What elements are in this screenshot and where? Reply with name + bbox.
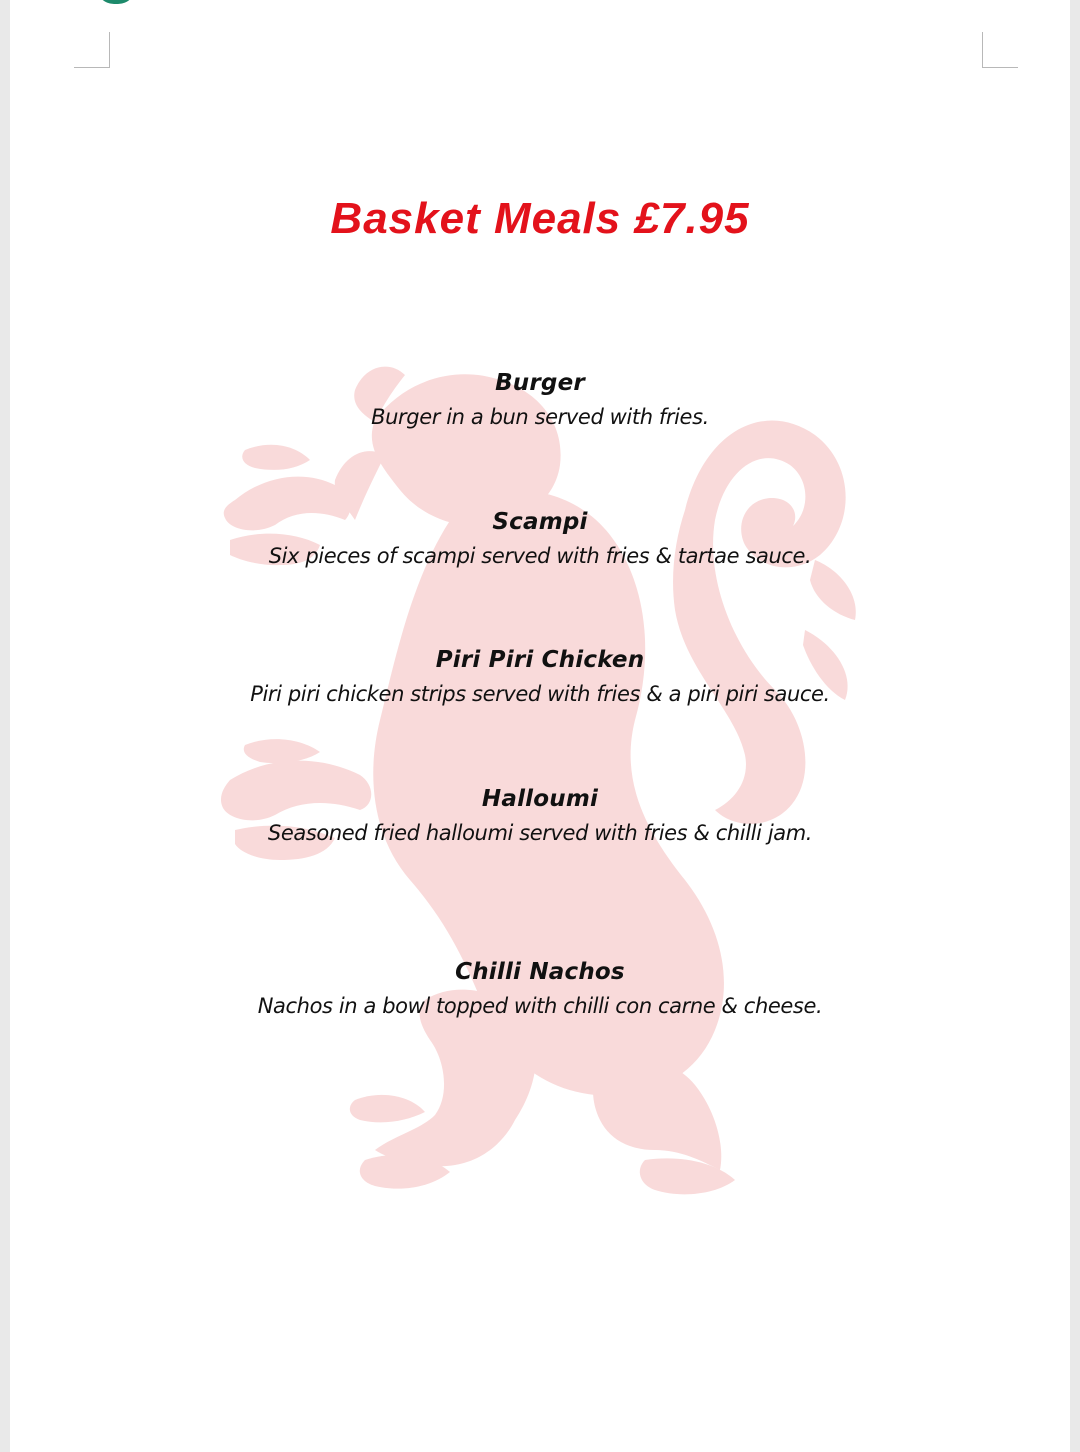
menu-item-name: Burger: [495, 370, 585, 396]
menu-item-scampi: [0, 505, 1080, 573]
menu-item-description: Six pieces of scampi served with fries & tartae sauce.: [268, 544, 812, 568]
menu-item-description: Piri piri chicken strips served with fries & a piri piri sauce.: [250, 682, 830, 706]
menu-item-halloumi: [0, 782, 1080, 850]
menu-item-name: Chilli Nachos: [455, 959, 625, 985]
crop-mark-top-left-icon: [74, 32, 110, 68]
menu-item-burger: [0, 366, 1080, 434]
menu-item-description: Seasoned fried halloumi served with fries & chilli jam.: [267, 821, 813, 845]
app-indicator-icon: [96, 0, 136, 4]
menu-title: Basket Meals £7.95: [330, 194, 750, 243]
menu-item-name: Halloumi: [481, 786, 599, 812]
menu-item-chilli-nachos: [0, 955, 1080, 1023]
crop-mark-top-right-icon: [982, 32, 1018, 68]
lion-watermark-icon: [215, 360, 865, 1200]
menu-item-name: Scampi: [492, 509, 588, 535]
menu-item-name: Piri Piri Chicken: [435, 647, 645, 673]
menu-item-piri-piri-chicken: [0, 643, 1080, 711]
menu-item-description: Burger in a bun served with fries.: [371, 405, 709, 429]
menu-item-description: Nachos in a bowl topped with chilli con carne & cheese.: [257, 994, 823, 1018]
